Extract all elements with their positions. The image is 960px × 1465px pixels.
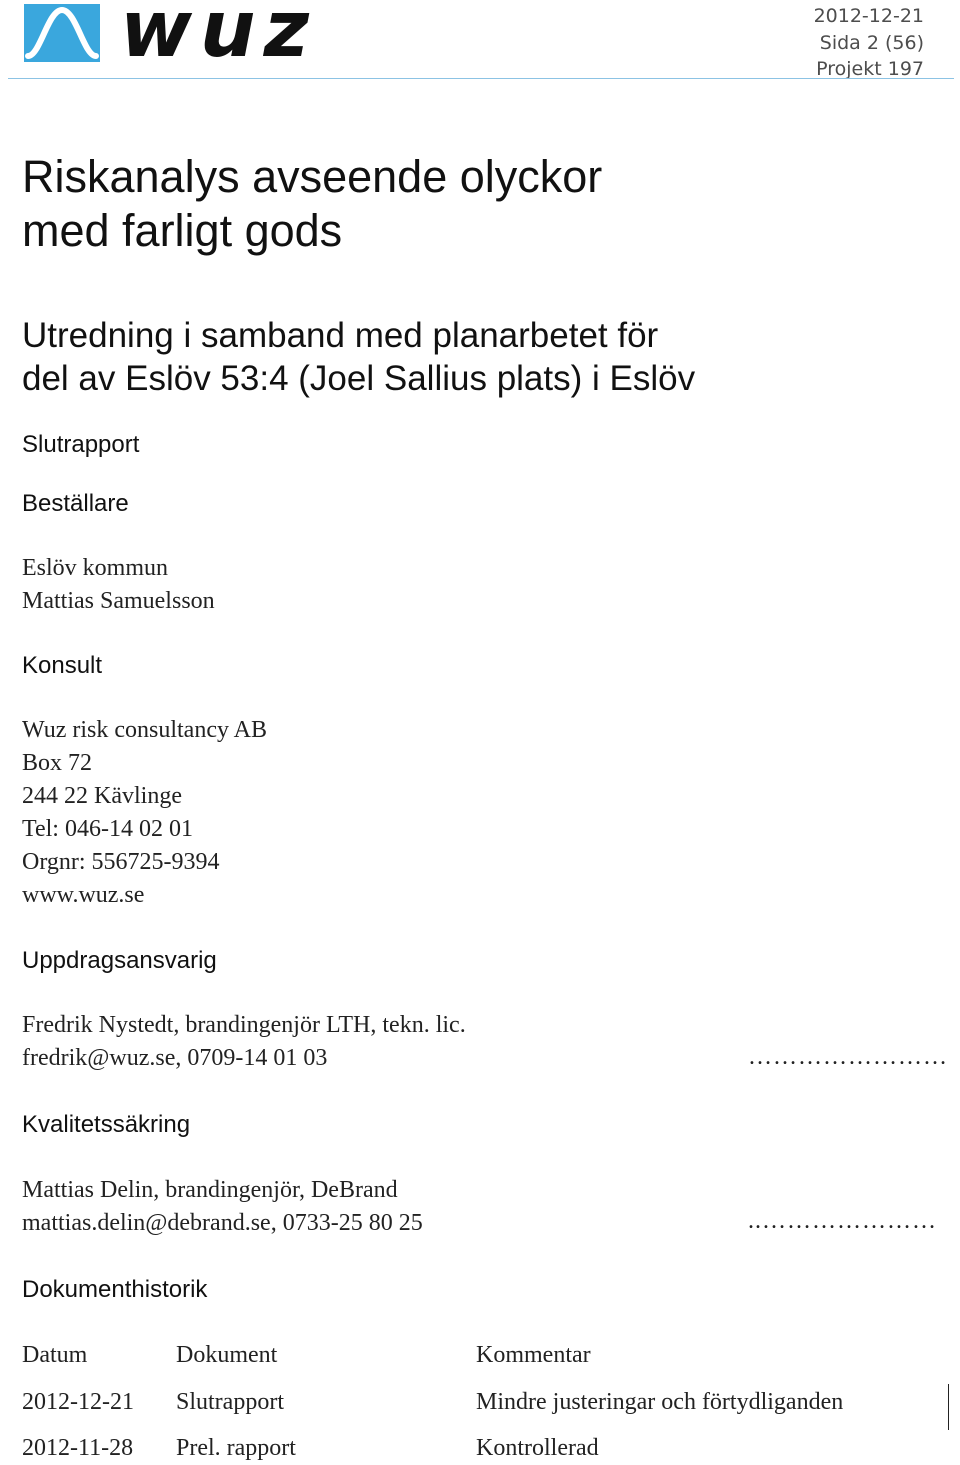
consultant-block (22, 714, 267, 912)
history-cell-date: 2012-12-21 (22, 1389, 134, 1415)
quality-name: Mattias Delin, brandingenjör, DeBrand (22, 1177, 398, 1203)
logo-wordmark (120, 0, 360, 66)
report-type: Slutrapport (22, 431, 140, 458)
logo-mark-icon (24, 4, 100, 62)
consultant-line: Wuz risk consultancy AB (22, 717, 267, 743)
title-line-1: Riskanalys avseende olyckor (22, 151, 603, 202)
responsible-name: Fredrik Nystedt, brandingenjör LTH, tekn. lic. (22, 1012, 466, 1038)
header-page: Sida 2 (56) (819, 31, 924, 54)
consultant-heading: Konsult (22, 652, 103, 679)
history-cell-comment: Mindre justeringar och förtydliganden (476, 1389, 844, 1415)
client-line: Mattias Samuelsson (22, 588, 215, 614)
consultant-line: Tel: 046-14 02 01 (22, 816, 193, 842)
responsible-block (22, 1009, 466, 1075)
logo-text: wuz (120, 0, 317, 66)
consultant-line: Orgnr: 556725-9394 (22, 849, 220, 875)
history-cell-date: 2012-11-28 (22, 1435, 134, 1461)
history-cell-document: Slutrapport (176, 1389, 284, 1415)
history-heading: Dokumenthistorik (22, 1276, 208, 1303)
quality-heading: Kvalitetssäkring (22, 1111, 191, 1138)
history-col-date: Datum (22, 1342, 88, 1368)
document-title (22, 150, 602, 258)
responsible-contact: fredrik@wuz.se, 0709-14 01 03 (22, 1045, 328, 1071)
quality-contact: mattias.delin@debrand.se, 0733-25 80 25 (22, 1210, 423, 1236)
subtitle-line-2: del av Eslöv 53:4 (Joel Sallius plats) i Eslöv (22, 359, 696, 398)
history-col-comment: Kommentar (476, 1342, 591, 1368)
client-line: Eslöv kommun (22, 555, 169, 581)
title-line-2: med farligt gods (22, 205, 343, 256)
client-heading: Beställare (22, 490, 129, 517)
header-date: 2012-12-21 (813, 5, 924, 27)
history-cell-comment: Kontrollerad (476, 1435, 599, 1461)
header-meta (814, 3, 924, 83)
responsible-signature-line: …………………… (748, 1044, 948, 1070)
consultant-line: 244 22 Kävlinge (22, 783, 182, 809)
history-cell-document: Prel. rapport (176, 1435, 296, 1461)
responsible-heading: Uppdragsansvarig (22, 947, 217, 974)
header-project: Projekt 197 (816, 58, 924, 80)
change-bar (948, 1384, 949, 1430)
quality-block (22, 1174, 423, 1240)
header-rule (8, 78, 954, 79)
quality-signature-line: ..………………… (748, 1208, 937, 1234)
document-subtitle (22, 314, 695, 400)
consultant-website: www.wuz.se (22, 882, 145, 908)
history-col-document: Dokument (176, 1342, 278, 1368)
client-block (22, 552, 215, 618)
consultant-line: Box 72 (22, 750, 93, 776)
subtitle-line-1: Utredning i samband med planarbetet för (22, 316, 659, 355)
